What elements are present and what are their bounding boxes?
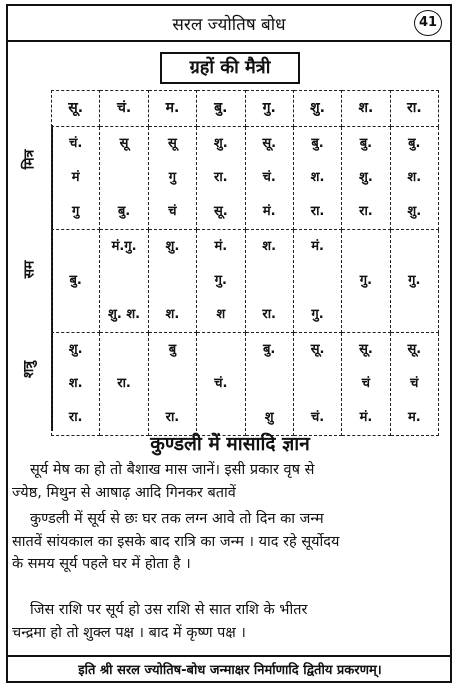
paragraph-line: कुण्डली में सूर्य से छः घर तक लग्न आवे तो दिन का जन्म — [30, 511, 324, 527]
table-cell: बु. श. रा. — [293, 127, 341, 230]
section-title-planet-friendship: ग्रहों की मैत्री — [160, 52, 300, 84]
paragraph-month — [12, 459, 448, 504]
table-row-sam — [52, 230, 439, 333]
paragraph-line: सूर्य मेष का हो तो बैशाख मास जानें। इसी प्रकार वृष से — [30, 462, 315, 478]
header-cell: गु. — [245, 91, 293, 127]
chapter-end-note: इति श्री सरल ज्योतिष-बोध जन्माक्षर निर्माणादि द्वितीय प्रकरणम्। — [78, 663, 382, 678]
page-header — [6, 4, 452, 42]
table-cell: रा. — [100, 333, 148, 436]
header-cell: शु. — [293, 91, 341, 127]
table-cell: शु. श. रा. — [52, 333, 100, 436]
paragraph-line: के समय सूर्य पहले घर में होता है । — [12, 556, 191, 572]
header-cell: श. — [342, 91, 390, 127]
table-cell: बु. — [52, 230, 100, 333]
row-label-shatru: शत्रु — [21, 360, 38, 379]
header-cell: रा. — [390, 91, 438, 127]
table-cell: सू. चं म. — [390, 333, 438, 436]
paragraph-paksha — [12, 599, 448, 644]
page-number: 41 — [414, 10, 442, 36]
table-row-shatru — [52, 333, 439, 436]
table-cell: गु. — [390, 230, 438, 333]
row-label-mitra: मित्र — [21, 149, 38, 170]
table-cell: बु. श. शु. — [390, 127, 438, 230]
table-cell: गु. — [342, 230, 390, 333]
table-cell: सू. चं. — [293, 333, 341, 436]
table-cell: मं. गु. श — [197, 230, 245, 333]
table-cell: श. रा. — [245, 230, 293, 333]
table-cell: चं. — [197, 333, 245, 436]
table-cell: सू. चं मं. — [342, 333, 390, 436]
paragraph-line: सातवें सांयकाल का इसके बाद रात्रि का जन्म । याद रहे सूर्योदय — [12, 533, 340, 550]
header-cell: म. — [148, 91, 196, 127]
table-cell: बु. शु. रा. — [342, 127, 390, 230]
table-header-row — [52, 91, 439, 127]
table-cell: शु. रा. सू. — [197, 127, 245, 230]
table-row-mitra — [52, 127, 439, 230]
header-cell: बु. — [197, 91, 245, 127]
paragraph-birth-time — [12, 508, 448, 576]
table-cell: बु. शु — [245, 333, 293, 436]
row-label-sam: सम — [21, 260, 38, 279]
table-cell: शु. श. — [148, 230, 196, 333]
paragraph-line: जिस राशि पर सूर्य हो उस राशि से सात राशि के भीतर — [30, 602, 308, 618]
table-cell: सू गु चं — [148, 127, 196, 230]
planet-friendship-table — [51, 90, 439, 436]
table-cell: मं. गु. — [293, 230, 341, 333]
table-cell: सू बु. — [100, 127, 148, 230]
paragraph-line: ज्येष्ठ, मिथुन से आषाढ़ आदि गिनकर बतावें — [12, 484, 236, 501]
table-cell: सू. चं. मं. — [245, 127, 293, 230]
paragraph-line: चन्द्रमा हो तो शुक्ल पक्ष । बाद में कृष्ण पक्ष । — [12, 624, 246, 641]
book-title: सरल ज्योतिष बोध — [172, 15, 286, 35]
header-cell: चं. — [100, 91, 148, 127]
header-cell: सू. — [52, 91, 100, 127]
footer-divider — [6, 655, 452, 657]
section-title-kundali: कुण्डली में मासादि ज्ञान — [150, 433, 310, 455]
table-cell: चं. मं गु — [52, 127, 100, 230]
table-cell: बु रा. — [148, 333, 196, 436]
table-cell: मं.गु. शु. श. — [100, 230, 148, 333]
